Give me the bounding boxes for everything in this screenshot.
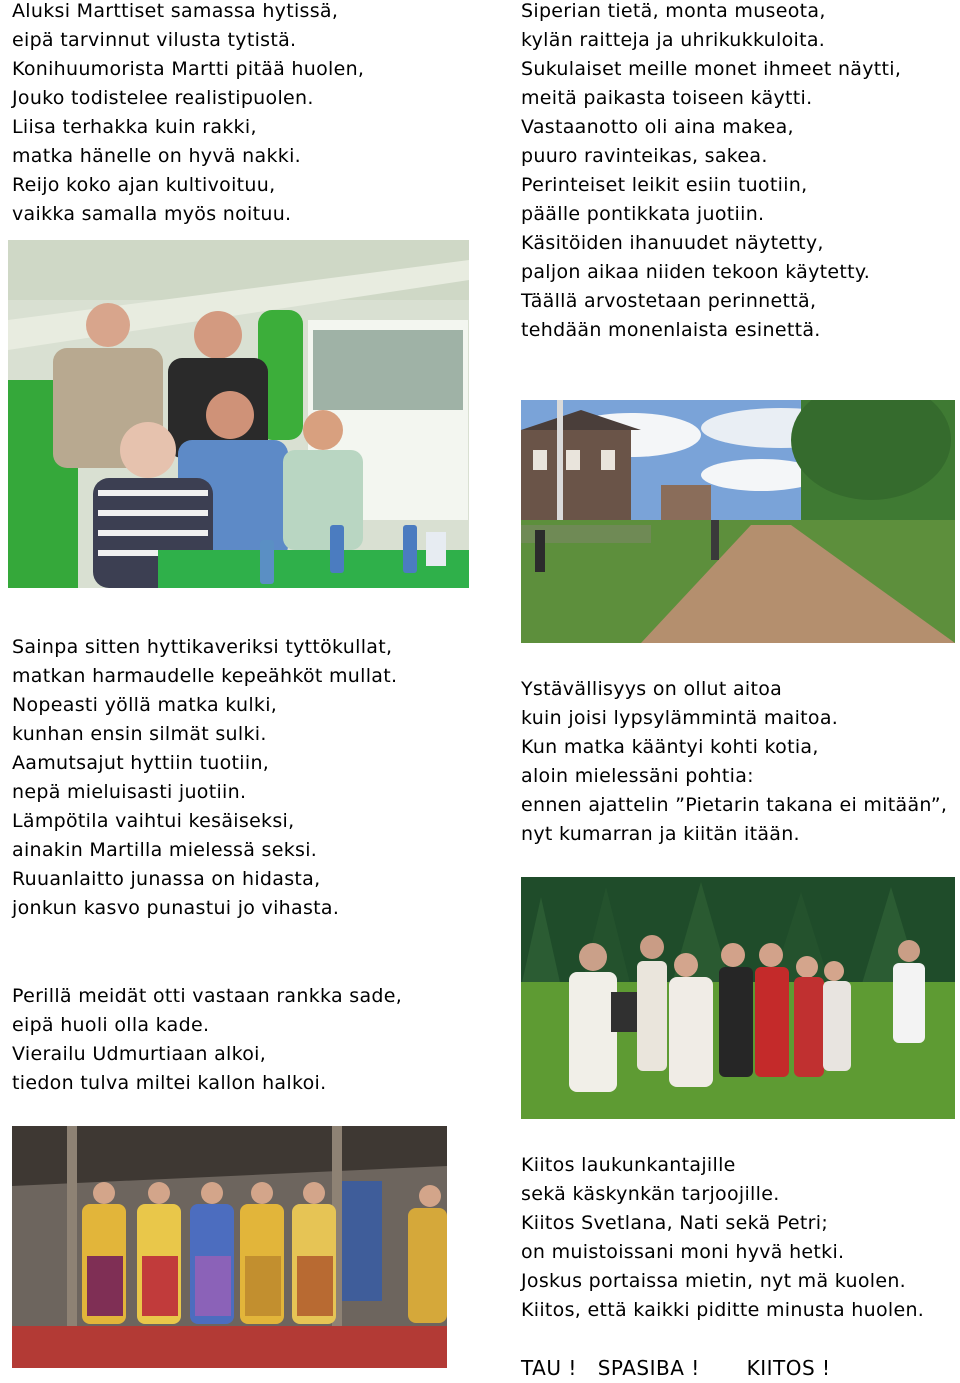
poem-line: ainakin Martilla mielessä seksi. xyxy=(12,839,318,861)
poem-line: jonkun kasvo punastui jo vihasta. xyxy=(12,897,340,919)
poem-line: matka hänelle on hyvä nakki. xyxy=(12,145,301,167)
poem-line: ennen ajattelin ”Pietarin takana ei mitään”, xyxy=(521,794,948,816)
closing-word-tau: TAU ! xyxy=(521,1356,577,1380)
poem-line: päälle pontikkata juotiin. xyxy=(521,203,765,225)
poem-line: vaikka samalla myös noituu. xyxy=(12,203,292,225)
poem-line: Jouko todistelee realistipuolen. xyxy=(12,87,314,109)
poem-line: Vastaanotto oli aina makea, xyxy=(521,116,794,138)
poem-line: Sukulaiset meille monet ihmeet näytti, xyxy=(521,58,902,80)
poem-line: Siperian tietä, monta museota, xyxy=(521,0,826,22)
poem-line: Sainpa sitten hyttikaveriksi tyttökullat, xyxy=(12,636,393,658)
poem-line: Reijo koko ajan kultivoituu, xyxy=(12,174,276,196)
poem-line: Nopeasti yöllä matka kulki, xyxy=(12,694,278,716)
poem-line: eipä huoli olla kade. xyxy=(12,1014,210,1036)
poem-line: Kiitos laukunkantajille xyxy=(521,1154,736,1176)
poem-line: tiedon tulva miltei kallon halkoi. xyxy=(12,1072,327,1094)
poem-line: Ystävällisyys on ollut aitoa xyxy=(521,678,783,700)
photo-village-road xyxy=(521,400,955,643)
poem-line: kuin joisi lypsylämmintä maitoa. xyxy=(521,707,839,729)
poem-line: Perillä meidät otti vastaan rankka sade, xyxy=(12,985,403,1007)
photo-folk-choir xyxy=(12,1126,447,1368)
poem-cabin-mates xyxy=(12,633,397,923)
poem-line: on muistoissani moni hyvä hetki. xyxy=(521,1241,845,1263)
poem-arrival xyxy=(12,982,402,1098)
poem-line: kunhan ensin silmät sulki. xyxy=(12,723,267,745)
poem-line: paljon aikaa niiden tekoon käytetty. xyxy=(521,261,871,283)
poem-line: Joskus portaissa mietin, nyt mä kuolen. xyxy=(521,1270,907,1292)
photo-meadow-welcome xyxy=(521,877,955,1119)
poem-line: meitä paikasta toiseen käytti. xyxy=(521,87,813,109)
poem-friendliness xyxy=(521,675,947,849)
poem-line: matkan harmaudelle kepeähköt mullat. xyxy=(12,665,398,687)
photo-train-group xyxy=(8,240,469,588)
poem-line: eipä tarvinnut vilusta tytistä. xyxy=(12,29,297,51)
poem-line: Liisa terhakka kuin rakki, xyxy=(12,116,257,138)
poem-line: Kun matka kääntyi kohti kotia, xyxy=(521,736,819,758)
poem-line: Lämpötila vaihtui kesäiseksi, xyxy=(12,810,295,832)
poem-line: Perinteiset leikit esiin tuotiin, xyxy=(521,174,808,196)
poem-line: Vierailu Udmurtiaan alkoi, xyxy=(12,1043,267,1065)
poem-line: Aluksi Marttiset samassa hytissä, xyxy=(12,0,339,22)
closing-word-spasiba: SPASIBA ! xyxy=(597,1356,700,1380)
poem-line: Täällä arvostetaan perinnettä, xyxy=(521,290,817,312)
poem-line: Kiitos Svetlana, Nati sekä Petri; xyxy=(521,1212,829,1234)
poem-thanks xyxy=(521,1151,924,1325)
poem-line: Konihuumorista Martti pitää huolen, xyxy=(12,58,365,80)
poem-line: tehdään monenlaista esinettä. xyxy=(521,319,821,341)
poem-line: Kiitos, että kaikki piditte minusta huolen. xyxy=(521,1299,925,1321)
poem-train-cabin xyxy=(12,0,364,229)
poem-line: Ruuanlaitto junassa on hidasta, xyxy=(12,868,321,890)
poem-line: puuro ravinteikas, sakea. xyxy=(521,145,768,167)
closing-word-kiitos: KIITOS ! xyxy=(746,1356,831,1380)
poem-line: aloin mielessäni pohtia: xyxy=(521,765,754,787)
poem-siberia xyxy=(521,0,901,345)
poem-line: sekä käskynkän tarjoojille. xyxy=(521,1183,780,1205)
poem-line: Käsitöiden ihanuudet näytetty, xyxy=(521,232,824,254)
poem-line: kylän raitteja ja uhrikukkuloita. xyxy=(521,29,826,51)
poem-line: Aamutsajut hyttiin tuotiin, xyxy=(12,752,270,774)
poem-line: nepä mieluisasti juotiin. xyxy=(12,781,247,803)
poem-line: nyt kumarran ja kiitän itään. xyxy=(521,823,800,845)
